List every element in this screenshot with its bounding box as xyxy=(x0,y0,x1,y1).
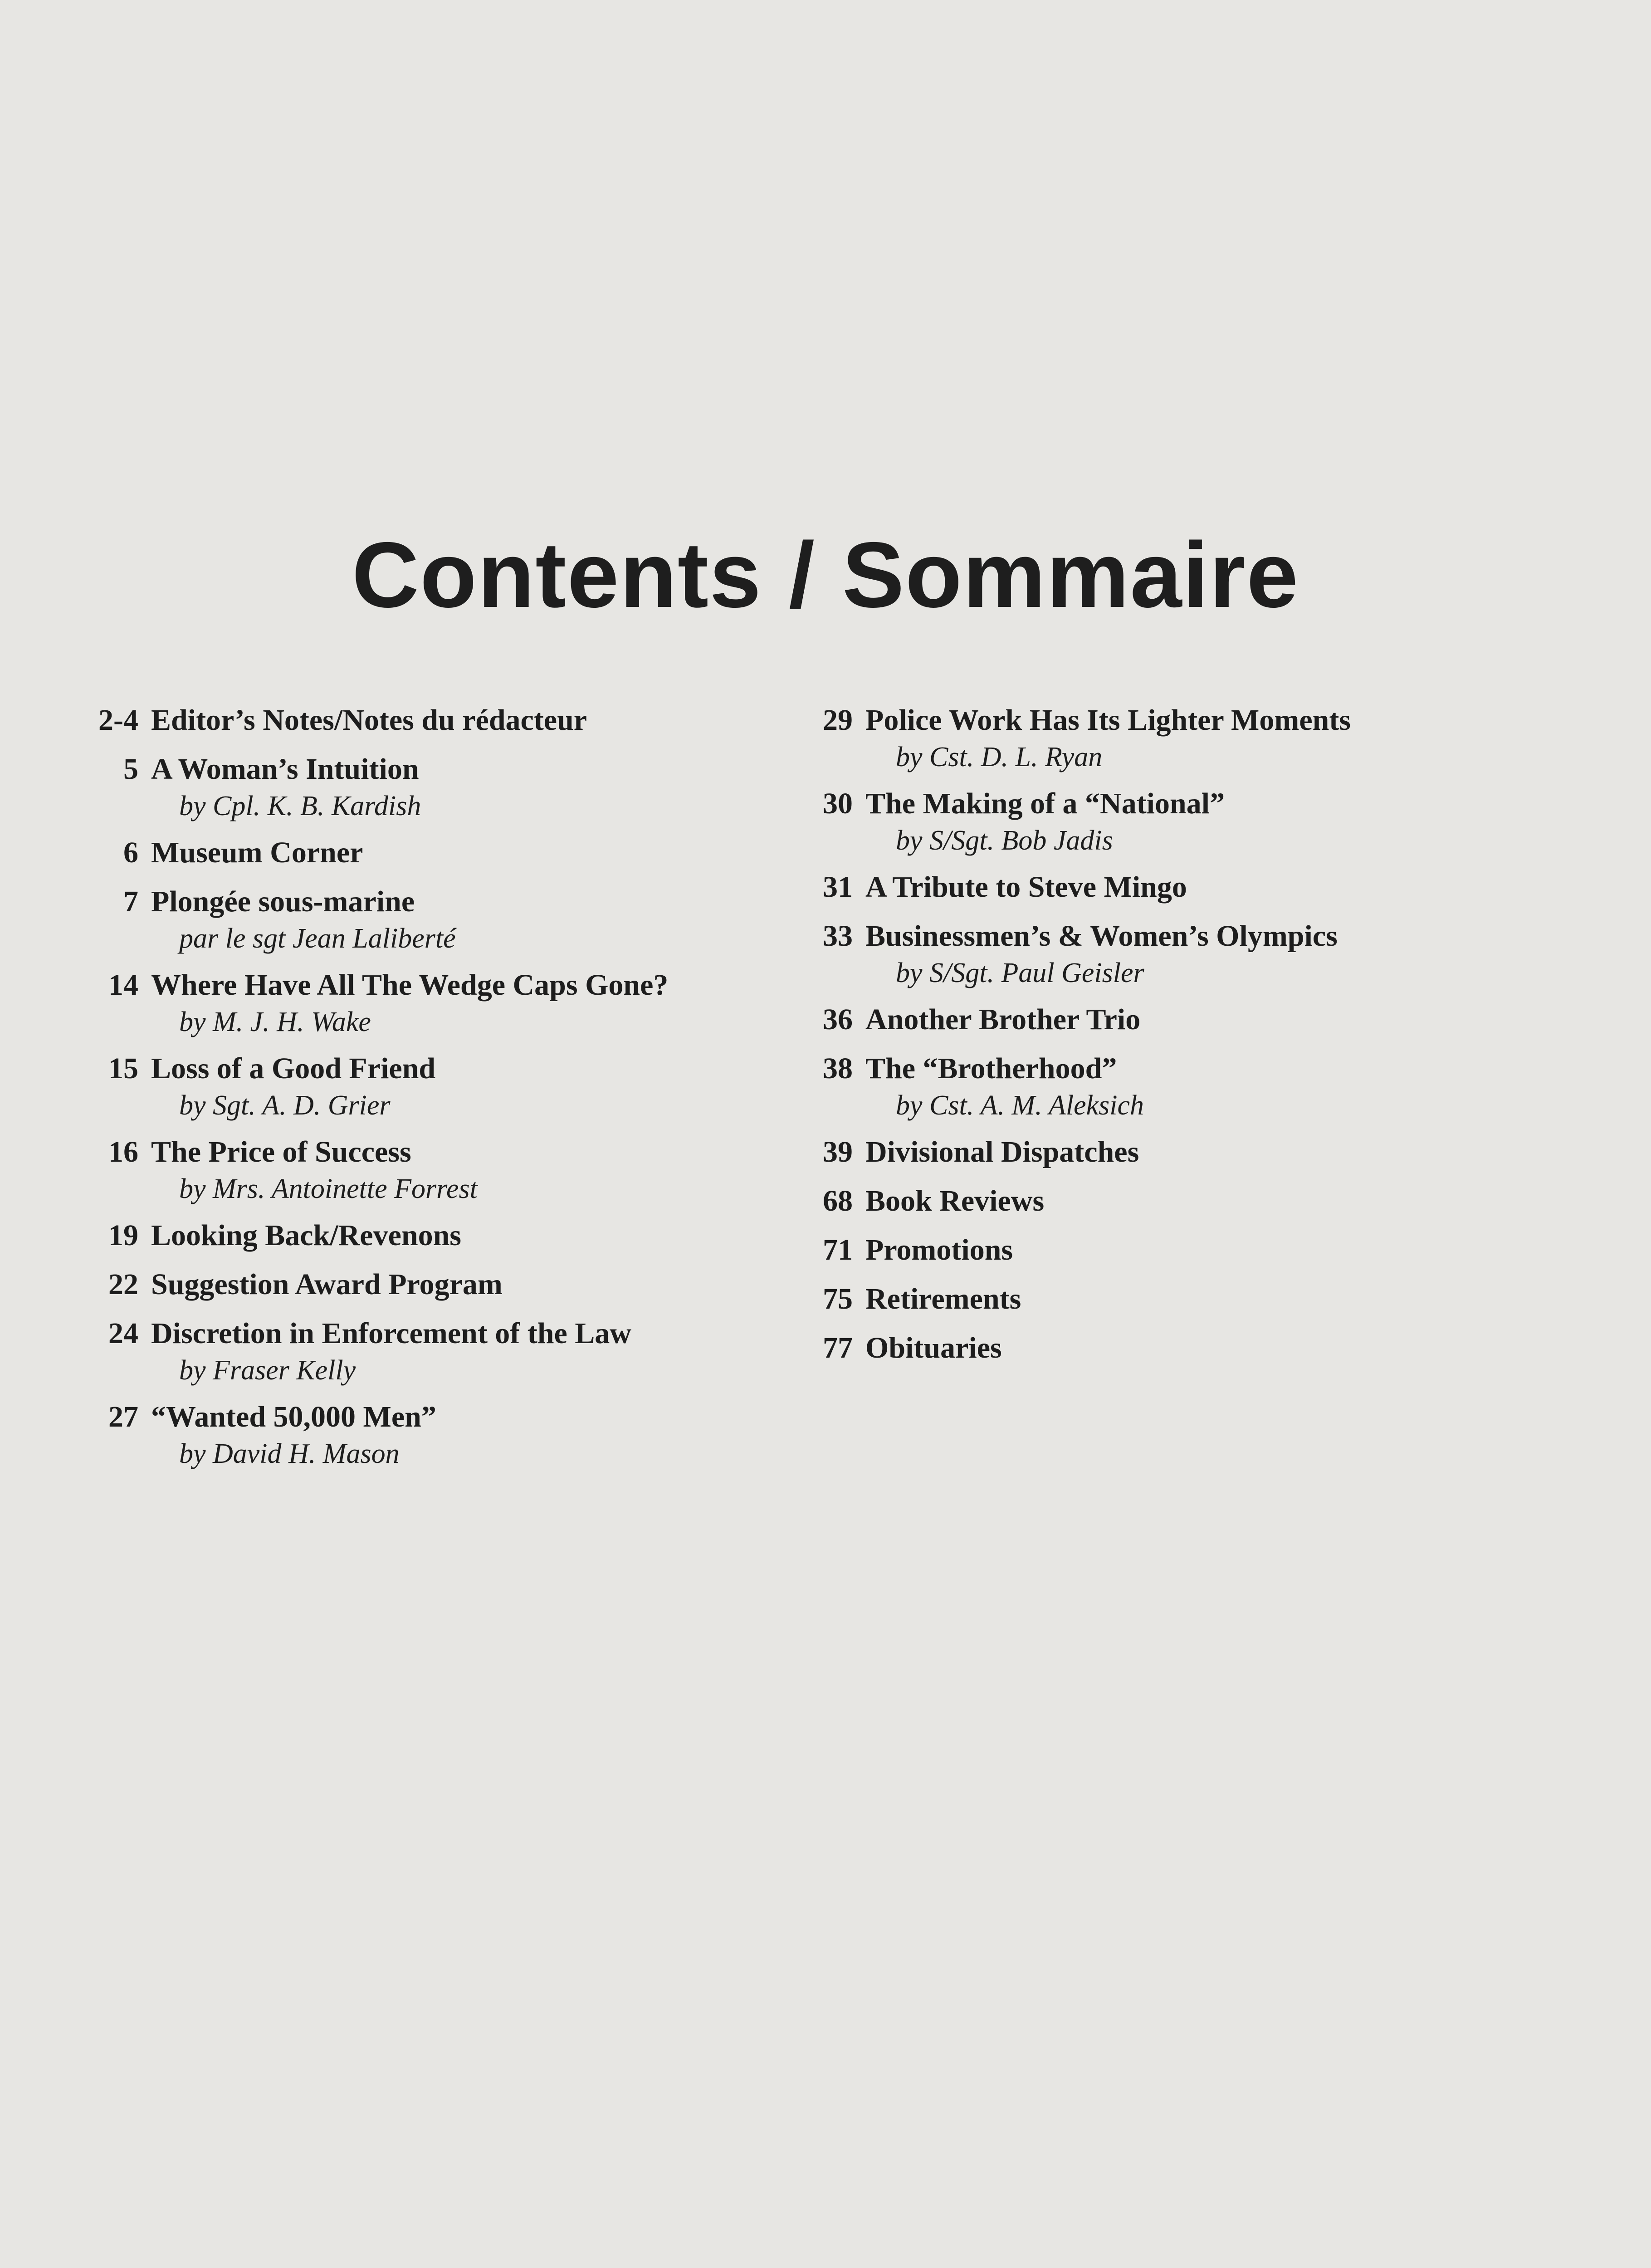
entry-title: Discretion in Enforcement of the Law xyxy=(151,1317,631,1350)
entry-page-number: 75 xyxy=(823,1282,853,1315)
entry-author: by Cpl. K. B. Kardish xyxy=(179,791,421,821)
entry-author: by David H. Mason xyxy=(179,1438,400,1469)
entry-title: A Tribute to Steve Mingo xyxy=(865,870,1187,904)
contents-entry[interactable] xyxy=(805,1133,1576,1172)
entry-page-number: 27 xyxy=(108,1400,138,1433)
entry-title: Retirements xyxy=(865,1282,1021,1315)
entry-page-number: 68 xyxy=(823,1184,853,1217)
entry-author: by Cst. D. L. Ryan xyxy=(896,742,1103,772)
entry-page-number: 7 xyxy=(123,885,138,918)
entry-page-number: 14 xyxy=(108,968,138,1002)
entry-title: Looking Back/Revenons xyxy=(151,1219,461,1252)
entry-page-number: 33 xyxy=(823,919,853,953)
contents-entry[interactable] xyxy=(805,1231,1576,1270)
entry-page-number: 77 xyxy=(823,1331,853,1364)
entry-page-number: 15 xyxy=(108,1052,138,1085)
contents-entry[interactable] xyxy=(77,1216,794,1255)
contents-entry[interactable] xyxy=(77,882,794,956)
entry-title: Businessmen’s & Women’s Olympics xyxy=(865,919,1338,953)
entry-page-number: 36 xyxy=(823,1003,853,1036)
entry-title: “Wanted 50,000 Men” xyxy=(151,1400,436,1433)
entry-title: Plongée sous-marine xyxy=(151,885,415,918)
entry-page-number: 16 xyxy=(108,1135,138,1168)
entry-title: The “Brotherhood” xyxy=(865,1052,1117,1085)
entry-title: A Woman’s Intuition xyxy=(151,753,419,786)
entry-author: by Sgt. A. D. Grier xyxy=(179,1090,391,1121)
entry-author: par le sgt Jean Laliberté xyxy=(179,923,456,954)
contents-entry[interactable] xyxy=(805,1280,1576,1319)
entry-author: by M. J. H. Wake xyxy=(179,1007,371,1037)
entry-page-number: 31 xyxy=(823,870,853,904)
entry-title: Obituaries xyxy=(865,1331,1002,1364)
entry-page-number: 2-4 xyxy=(98,704,138,737)
contents-entry[interactable] xyxy=(77,1049,794,1123)
contents-entry[interactable] xyxy=(77,1133,794,1206)
entry-author: by Cst. A. M. Aleksich xyxy=(896,1090,1144,1121)
contents-entry[interactable] xyxy=(805,784,1576,858)
entry-page-number: 38 xyxy=(823,1052,853,1085)
entry-title: Where Have All The Wedge Caps Gone? xyxy=(151,968,669,1002)
page-title: Contents / Sommaire xyxy=(352,523,1299,627)
entry-page-number: 24 xyxy=(108,1317,138,1350)
entry-title: Suggestion Award Program xyxy=(151,1268,503,1301)
entry-page-number: 39 xyxy=(823,1135,853,1168)
contents-entry[interactable] xyxy=(77,701,794,740)
entry-page-number: 6 xyxy=(123,836,138,869)
contents-entry[interactable] xyxy=(77,1265,794,1304)
entry-title: Police Work Has Its Lighter Moments xyxy=(865,704,1351,737)
contents-entry[interactable] xyxy=(805,701,1576,774)
entry-title: Museum Corner xyxy=(151,836,363,869)
entry-title: The Price of Success xyxy=(151,1135,411,1168)
entry-title: Editor’s Notes/Notes du rédacteur xyxy=(151,704,587,737)
entry-page-number: 71 xyxy=(823,1233,853,1266)
entry-page-number: 19 xyxy=(108,1219,138,1252)
contents-entry[interactable] xyxy=(805,868,1576,907)
contents-entry[interactable] xyxy=(805,917,1576,990)
contents-entry[interactable] xyxy=(77,1314,794,1388)
entry-page-number: 29 xyxy=(823,704,853,737)
contents-left-column xyxy=(77,701,794,1481)
entry-title: Divisional Dispatches xyxy=(865,1135,1139,1168)
contents-entry[interactable] xyxy=(805,1049,1576,1123)
entry-page-number: 22 xyxy=(108,1268,138,1301)
contents-entry[interactable] xyxy=(805,1182,1576,1221)
entry-author: by Fraser Kelly xyxy=(179,1355,356,1386)
contents-entry[interactable] xyxy=(77,1398,794,1471)
contents-entry[interactable] xyxy=(77,966,794,1039)
entry-page-number: 5 xyxy=(123,753,138,786)
contents-entry[interactable] xyxy=(77,833,794,872)
entry-title: Book Reviews xyxy=(865,1184,1045,1217)
entry-title: The Making of a “National” xyxy=(865,787,1225,820)
entry-author: by S/Sgt. Paul Geisler xyxy=(896,958,1144,988)
entry-author: by S/Sgt. Bob Jadis xyxy=(896,825,1113,856)
contents-right-column xyxy=(805,701,1576,1378)
contents-entry[interactable] xyxy=(805,1000,1576,1039)
entry-title: Promotions xyxy=(865,1233,1013,1266)
entry-author: by Mrs. Antoinette Forrest xyxy=(179,1173,478,1204)
contents-entry[interactable] xyxy=(805,1329,1576,1368)
contents-entry[interactable] xyxy=(77,750,794,823)
entry-title: Another Brother Trio xyxy=(865,1003,1141,1036)
entry-page-number: 30 xyxy=(823,787,853,820)
entry-title: Loss of a Good Friend xyxy=(151,1052,436,1085)
